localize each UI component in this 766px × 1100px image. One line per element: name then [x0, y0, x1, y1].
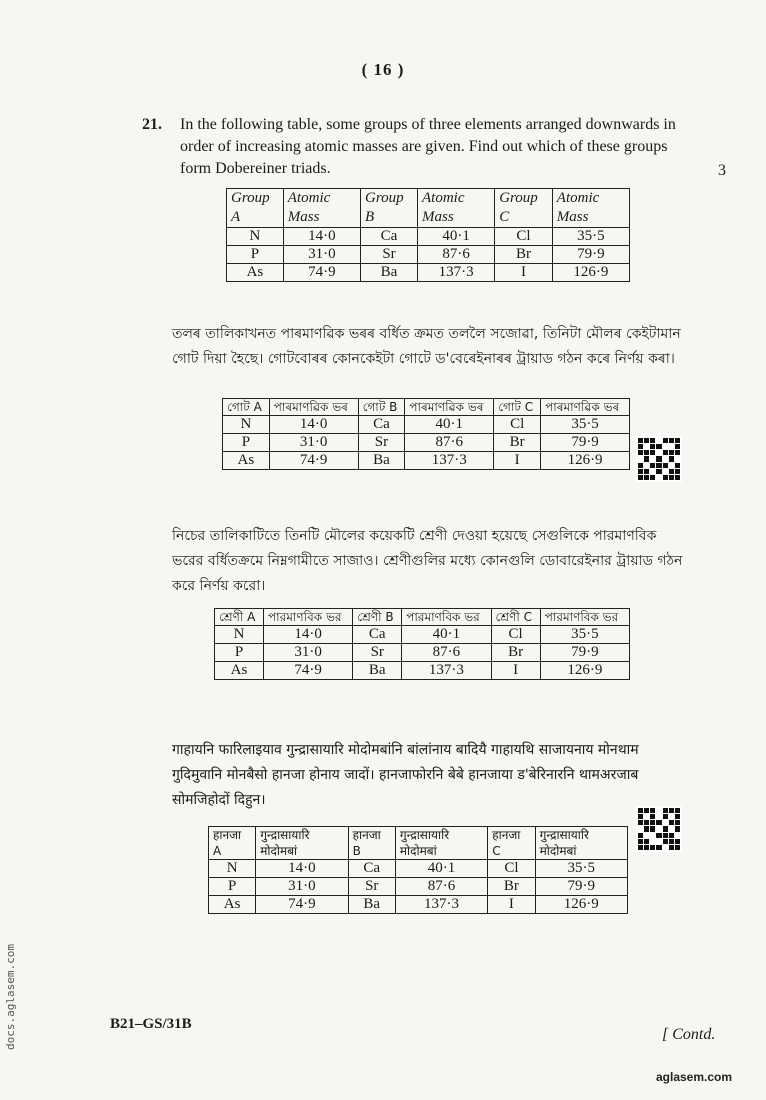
header-group-a: গোট A — [223, 399, 270, 416]
page-number: ( 16 ) — [361, 60, 405, 79]
table-cell: 137·3 — [417, 264, 494, 282]
table-cell: 87·6 — [402, 644, 491, 662]
header-atomic-mass: गुन्द्रासायारि मोदोमबां — [256, 827, 348, 860]
header-atomic-mass: পাৰমাণৱিক ভৰ — [405, 399, 494, 416]
table-cell: 126·9 — [540, 662, 629, 680]
table-cell: I — [495, 264, 553, 282]
table-cell: As — [223, 452, 270, 470]
header-atomic-mass: পারমাণবিক ভর — [540, 609, 629, 626]
question-text-english: In the following table, some groups of three elements arranged downwards in order of increasing atomic masses are given. Find out which of these groups form Dobereiner triads. — [180, 116, 676, 177]
table-bodo — [208, 826, 628, 914]
header-atomic-mass: Atomic Mass — [552, 189, 629, 228]
table-bengali — [214, 608, 630, 680]
table-cell: 14·0 — [283, 228, 360, 246]
table-row — [223, 434, 630, 452]
table-cell: P — [209, 878, 256, 896]
table-cell: I — [491, 662, 540, 680]
continued-label: [ Contd. — [662, 1026, 716, 1043]
question-text-bengali: নিচের তালিকাটিতে তিনটি মৌলের কয়েকটি শ্রেণী দেওয়া হয়েছে সেগুলিকে পারমাণবিক ভরের বর্ধিতক্রমে নিম্নগামীতে সাজাও। শ্রেণীগুলির মধ্যে কোনগুলি ডোবারেইনার ট্রায়াড গঠন করে নির্ণয় করো। — [172, 528, 683, 594]
header-group-c: Group C — [495, 189, 553, 228]
header-atomic-mass: পারমাণবিক ভর — [402, 609, 491, 626]
header-atomic-mass: পারমাণবিক ভর — [264, 609, 353, 626]
table-cell: 126·9 — [535, 896, 627, 914]
table-cell: 31·0 — [264, 644, 353, 662]
table-cell: Sr — [361, 246, 418, 264]
table-cell: As — [209, 896, 256, 914]
header-group-a: শ্রেণী A — [215, 609, 264, 626]
table-cell: 137·3 — [402, 662, 491, 680]
question-marks: 3 — [718, 162, 726, 179]
header-group-b: শ্রেণী B — [353, 609, 402, 626]
table-cell: 35·5 — [541, 416, 630, 434]
side-watermark: docs.aglasem.com — [4, 944, 17, 1050]
table-assamese — [222, 398, 630, 470]
table-cell: 40·1 — [405, 416, 494, 434]
table-cell: As — [227, 264, 284, 282]
paper-code: B21–GS/31B — [110, 1016, 192, 1032]
table-row — [209, 896, 628, 914]
header-atomic-mass: Atomic Mass — [283, 189, 360, 228]
table-header-row — [209, 827, 628, 860]
table-row — [227, 246, 630, 264]
table-cell: Ca — [361, 228, 418, 246]
table-cell: I — [494, 452, 541, 470]
table-row — [223, 416, 630, 434]
table-cell: Ca — [353, 626, 402, 644]
table-cell: Cl — [491, 626, 540, 644]
table-cell: Sr — [358, 434, 405, 452]
table-cell: 31·0 — [256, 878, 348, 896]
table-row — [215, 644, 630, 662]
question-number: 21. — [142, 116, 162, 133]
header-atomic-mass: পাৰমাণৱিক ভৰ — [269, 399, 358, 416]
table-cell: As — [215, 662, 264, 680]
table-row — [215, 626, 630, 644]
table-cell: N — [227, 228, 284, 246]
table-cell: 31·0 — [269, 434, 358, 452]
table-cell: 126·9 — [541, 452, 630, 470]
table-row — [227, 264, 630, 282]
table-cell: Ca — [358, 416, 405, 434]
table-cell: P — [215, 644, 264, 662]
table-cell: Cl — [495, 228, 553, 246]
table-row — [209, 878, 628, 896]
table-cell: 35·5 — [552, 228, 629, 246]
header-atomic-mass: পাৰমাণৱিক ভৰ — [541, 399, 630, 416]
table-cell: 14·0 — [256, 860, 348, 878]
table-cell: 79·9 — [540, 644, 629, 662]
table-header-row — [227, 189, 630, 228]
question-text-assamese: তলৰ তালিকাখনত পাৰমাণৱিক ভৰৰ বৰ্ধিত ক্ৰমত তললৈ সজোৱা, তিনিটা মৌলৰ কেইটামান গোট দিয়া হৈছে। গোটবোৰৰ কোনকেইটা গোটে ড'বেৰেইনাৰৰ ট্ৰায়াড গঠন কৰে নিৰ্ণয় কৰা। — [172, 326, 681, 367]
table-cell: 79·9 — [541, 434, 630, 452]
header-group-b: Group B — [361, 189, 418, 228]
table-cell: 40·1 — [417, 228, 494, 246]
table-cell: 74·9 — [283, 264, 360, 282]
table-cell: 87·6 — [395, 878, 487, 896]
question-text-bodo: गाहायनि फारिलाइयाव गुन्द्रासायारि मोदोमबांनि बांलांनाय बादियै गाहायथि साजायनाय मोनथाम गुदिमुवानि मोनबैसो हानजा होनाय जादों। हानजाफोरनि बेबे हानजाया ड'बेरिनारनि थामअरजाब सोमजिहोदों दिहुन। — [172, 742, 639, 808]
table-row — [223, 452, 630, 470]
header-atomic-mass: गुन्द्रासायारि मोदोमबां — [535, 827, 627, 860]
header-group-c: हानजा C — [488, 827, 535, 860]
header-atomic-mass: Atomic Mass — [417, 189, 494, 228]
table-cell: Ba — [348, 896, 395, 914]
table-cell: N — [215, 626, 264, 644]
table-row — [227, 228, 630, 246]
header-group-b: গোট B — [358, 399, 405, 416]
table-cell: 74·9 — [256, 896, 348, 914]
table-cell: 74·9 — [269, 452, 358, 470]
table-cell: 40·1 — [395, 860, 487, 878]
header-group-c: গোট C — [494, 399, 541, 416]
table-cell: 31·0 — [283, 246, 360, 264]
table-cell: 137·3 — [405, 452, 494, 470]
table-cell: 87·6 — [405, 434, 494, 452]
table-header-row — [223, 399, 630, 416]
table-cell: P — [227, 246, 284, 264]
table-cell: Ba — [358, 452, 405, 470]
table-cell: 74·9 — [264, 662, 353, 680]
site-label: aglasem.com — [656, 1070, 733, 1084]
header-atomic-mass: गुन्द्रासायारि मोदोमबां — [395, 827, 487, 860]
header-group-b: हानजा B — [348, 827, 395, 860]
table-cell: 14·0 — [264, 626, 353, 644]
table-cell: Ba — [353, 662, 402, 680]
table-cell: Br — [495, 246, 553, 264]
header-group-c: শ্রেণী C — [491, 609, 540, 626]
table-row — [209, 860, 628, 878]
table-cell: 14·0 — [269, 416, 358, 434]
table-english — [226, 188, 630, 282]
table-cell: Cl — [494, 416, 541, 434]
header-group-a: Group A — [227, 189, 284, 228]
header-group-a: हानजा A — [209, 827, 256, 860]
table-cell: 126·9 — [552, 264, 629, 282]
qr-code-icon — [636, 806, 682, 852]
table-cell: 87·6 — [417, 246, 494, 264]
table-cell: Sr — [348, 878, 395, 896]
table-cell: Br — [491, 644, 540, 662]
qr-code-icon — [636, 436, 682, 482]
table-cell: 137·3 — [395, 896, 487, 914]
table-cell: N — [223, 416, 270, 434]
table-row — [215, 662, 630, 680]
table-cell: 35·5 — [535, 860, 627, 878]
table-cell: Cl — [488, 860, 535, 878]
table-cell: Ba — [361, 264, 418, 282]
table-cell: N — [209, 860, 256, 878]
table-cell: 79·9 — [552, 246, 629, 264]
table-header-row — [215, 609, 630, 626]
table-cell: 40·1 — [402, 626, 491, 644]
table-cell: 35·5 — [540, 626, 629, 644]
table-cell: 79·9 — [535, 878, 627, 896]
table-cell: I — [488, 896, 535, 914]
table-cell: Ca — [348, 860, 395, 878]
table-cell: P — [223, 434, 270, 452]
table-cell: Sr — [353, 644, 402, 662]
table-cell: Br — [488, 878, 535, 896]
table-cell: Br — [494, 434, 541, 452]
